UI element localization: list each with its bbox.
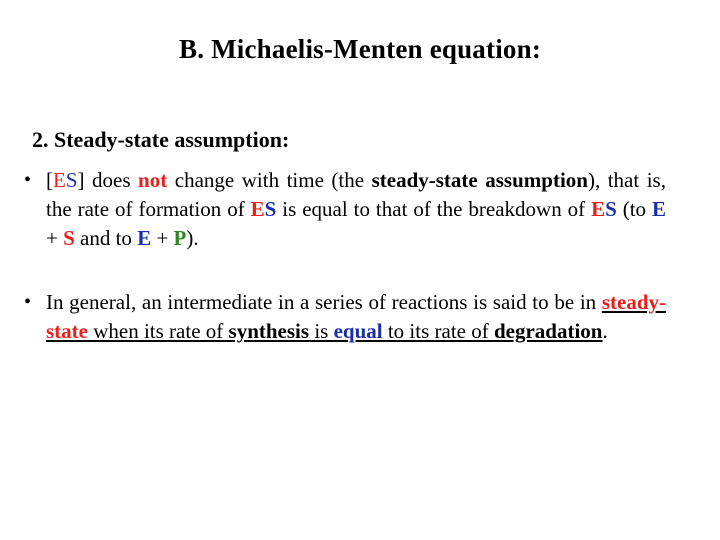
- term-degradation: degradation: [493, 319, 603, 343]
- plus-sign: +: [46, 226, 64, 250]
- term-steady-state: steady-state: [46, 290, 666, 343]
- bullet-steady-state-definition: [24, 166, 667, 253]
- text-segment: and to: [74, 226, 138, 250]
- bracket-close: ]: [77, 168, 85, 192]
- bullet-dot: •: [24, 169, 32, 191]
- es-complex-s: S: [264, 197, 277, 221]
- text-segment: .: [602, 319, 608, 343]
- plus-sign: +: [151, 226, 174, 250]
- bullet-intermediate-steady-state: [24, 288, 666, 346]
- text-segment: (to: [616, 197, 652, 221]
- emphasis-not: not: [138, 168, 168, 192]
- term-equal: equal: [333, 319, 383, 343]
- enzyme-e: E: [652, 197, 667, 221]
- text-segment: ).: [186, 226, 199, 250]
- es-complex-e: E: [53, 168, 66, 192]
- text-segment: is: [309, 319, 334, 343]
- text-segment: is equal to that of the breakdown of: [276, 197, 592, 221]
- term-steady-state-assumption: steady-state assumption: [371, 168, 588, 192]
- product-p: P: [173, 226, 187, 250]
- es-complex-s: S: [65, 168, 78, 192]
- enzyme-e: E: [137, 226, 152, 250]
- slide-title: B. Michaelis-Menten equation:: [178, 34, 542, 64]
- bullet-dot: •: [24, 291, 32, 313]
- substrate-s: S: [63, 226, 75, 250]
- es-complex-e: E: [250, 197, 265, 221]
- text-segment: change with time (the: [167, 168, 372, 192]
- text-segment: In general, an intermediate in a series of reactions is said to be in: [46, 290, 602, 314]
- text-segment: to its rate of: [382, 319, 494, 343]
- term-synthesis: synthesis: [228, 319, 310, 343]
- bracket-open: [: [46, 168, 53, 192]
- text-segment: when its rate of: [87, 319, 229, 343]
- es-complex-e: E: [591, 197, 606, 221]
- es-complex-s: S: [605, 197, 617, 221]
- text-segment: does: [84, 168, 139, 192]
- subheading: 2. Steady-state assumption:: [32, 127, 290, 152]
- text-segment: ), that is, the rate of formation of: [46, 168, 666, 221]
